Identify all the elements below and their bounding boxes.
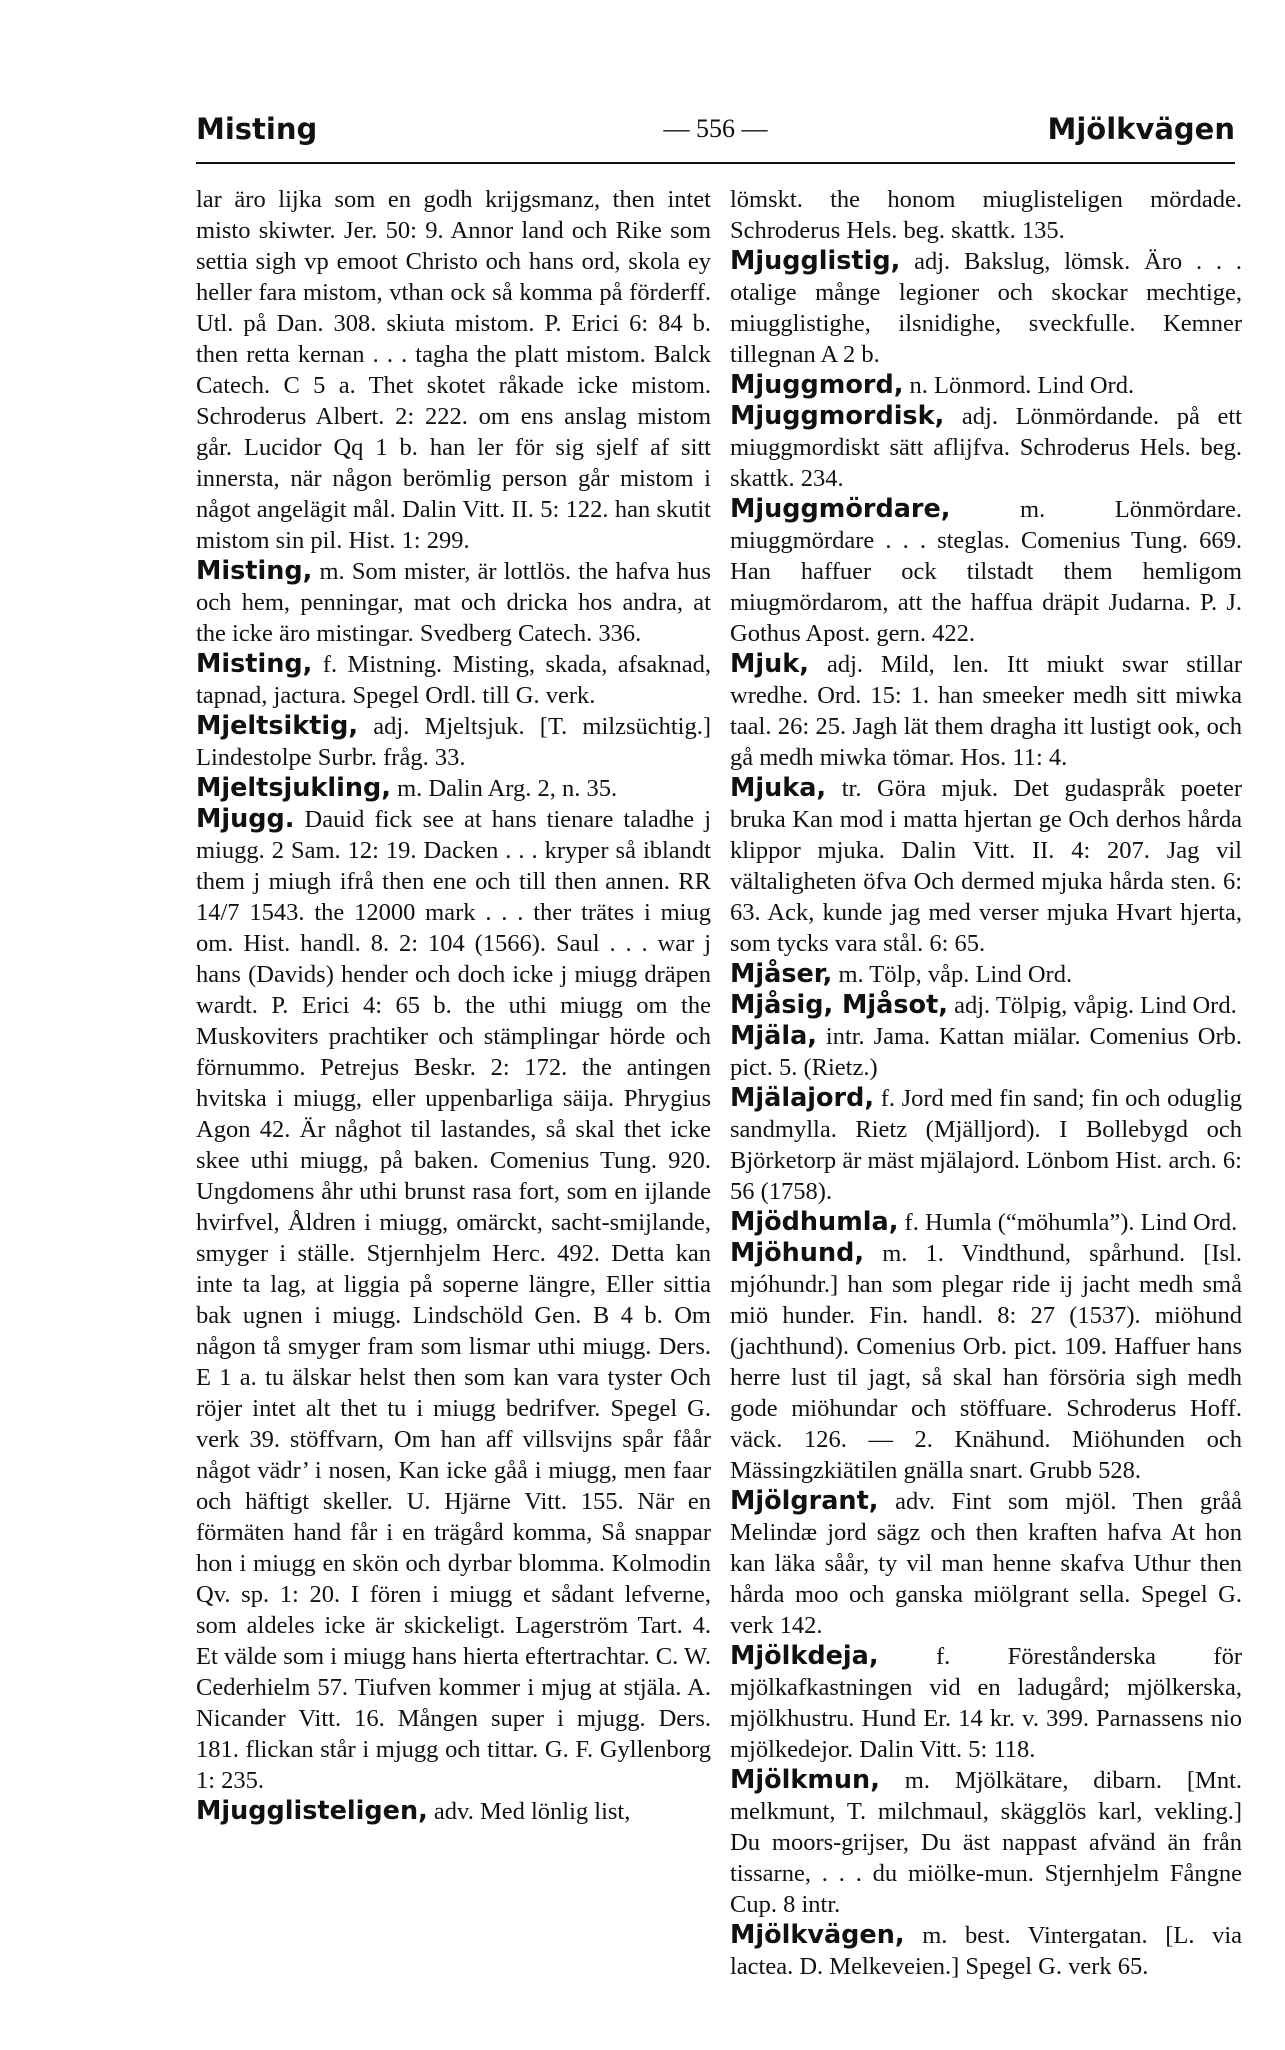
entry-headword: Mjugglistig, <box>730 246 901 276</box>
entry-headword: Mjuk, <box>730 649 809 679</box>
entry-headword: Mjuggmord, <box>730 370 904 400</box>
entry-headword: Misting, <box>196 649 313 679</box>
entry-text: m. Dalin Arg. 2, n. 35. <box>397 775 618 802</box>
dictionary-entry <box>730 246 1242 370</box>
dictionary-entry <box>730 401 1242 494</box>
entry-headword: Mjeltsjukling, <box>196 773 391 803</box>
dictionary-entry <box>730 990 1242 1021</box>
entry-text: f. Mistning. Misting, skada, afsaknad, tapnad, jactura. Spegel Ordl. till G. verk. <box>196 651 711 709</box>
dictionary-entry <box>730 494 1242 649</box>
entry-headword: Mjälajord, <box>730 1083 875 1113</box>
entry-text: f. Jord med fin sand; fin och oduglig sandmylla. Rietz (Mjälljord). I Bollebygd och Björketorp är mäst mjälajord. Lönbom Hist. arch. 6: 56 (1758). <box>730 1085 1243 1205</box>
entry-text: m. Som mister, är lottlös. the hafva hus och hem, penningar, mat och dricka hos andra, at the icke äro mistingar. Svedberg Catech. 336. <box>196 558 711 647</box>
entry-text: intr. Jama. Kattan miälar. Comenius Orb. pict. 5. (Rietz.) <box>730 1023 1242 1081</box>
entry-text: adv. Fint som mjöl. Then gråå Melindæ jord sägz och then kraften hafva At hon kan läka såår, ty vil man henne skafva Uthur then hårda moo och ganska miölgrant sella. Spegel G. verk 142. <box>730 1488 1242 1639</box>
dictionary-entry <box>730 370 1242 401</box>
dictionary-entry <box>730 1486 1242 1641</box>
dictionary-entry <box>730 1083 1242 1207</box>
entry-text: f. Förestånderska för mjölkafkastningen vid en ladugård; mjölkerska, mjölkhustru. Hund Er. 14 kr. v. 399. Parnassens nio mjölkedejor. Dalin Vitt. 5: 118. <box>730 1643 1243 1763</box>
entry-headword: Mjölkmun, <box>730 1765 880 1795</box>
entry-text: adj. Lönmördande. på ett miuggmordiskt sätt aflijfva. Schroderus Hels. beg. skattk. 234. <box>730 403 1242 492</box>
entry-text: Dauid fick see at hans tienare taladhe j miugg. 2 Sam. 12: 19. Dacken . . . kryper så iblandt them j miugh ifrå then ene och till then annen. RR 14/7 1543. the 12000 mark . . . ther trätes i miug om. Hist. handl. 8. 2: 104 (1566). Saul . . . war j hans (Davids) hender och doch icke j miugg dräpen wardt. P. Erici 4: 65 b. the uthi miugg om the Muskoviters prachtiker och stämplingar hörde och förnummo. Petrejus Beskr. 2: 172. the antingen hvitska i miugg, eller uppenbarliga säija. Phrygius Agon 42. Är någhot til lastandes, så skal thet icke skee uthi miugg, på baken. Comenius Tung. 920. Ungdomens åhr uthi brunst rasa fort, som en ijlande hvirfvel, Åldren i miugg, omärckt, sacht-smijlande, smyger i ställe. Stjernhjelm Herc. 492. Detta kan inte ta lag, at liggia på soperne längre, Eller sittia bak ugnen i miugg. Lindschöld Gen. B 4 b. Om någon tå smyger fram som lismar uthi miugg. Ders. E 1 a. tu älskar helst then som kan vara tyster Och röjer intet alt thet tu i miugg bedrifver. Spegel G. verk 39. stöffvarn, Om han aff villsvijns spår fåår något vädr’ i nosen, Kan icke gåå i miugg, men faar och häftigt skeller. U. Hjärne Vitt. 155. När en förmäten hand får i en trägård komma, Så snappar hon i miugg en skön och dyrbar blomma. Kolmodin Qv. sp. 1: 20. I fören i miugg et sådant lefverne, som aldeles icke är skickeligt. Lagerström Tart. 4. Et välde som i miugg hans hierta eftertrachtar. C. W. Cederhielm 57. Tiufven kommer i mjug at stjäla. A. Nicander Vitt. 16. Mången super i mjugg. Ders. 181. flickan står i mjugg och tittar. G. F. Gyllenborg 1: 235. <box>196 806 711 1794</box>
dictionary-entry <box>730 184 1242 246</box>
dictionary-entry <box>196 1796 711 1827</box>
entry-headword: Mjeltsiktig, <box>196 711 359 741</box>
dictionary-entry <box>196 649 711 711</box>
entry-text: tr. Göra mjuk. Det gudaspråk poeter bruka Kan mod i matta hjertan ge Och derhos hårda klippor mjuka. Dalin Vitt. II. 4: 207. Jag vil vältaligheten öfva Och dermed mjuka hårda sten. 6: 63. Ack, kunde jag med verser mjuka Hvart hjerta, som tycks vara stål. 6: 65. <box>730 775 1243 957</box>
entry-text: m. Lönmördare. miuggmördare . . . steglas. Comenius Tung. 669. Han haffuer ock tilstadt them hemligom miugmördarom, att the haffua dräpit Judarna. P. J. Gothus Apost. gern. 422. <box>730 496 1242 647</box>
entry-headword: Mjäla, <box>730 1021 817 1051</box>
left-column <box>196 184 711 1827</box>
entry-text: adj. Tölpig, våpig. Lind Ord. <box>954 992 1237 1019</box>
entry-headword: Mjugglisteligen, <box>196 1796 428 1826</box>
entry-headword: Mjuka, <box>730 773 827 803</box>
entry-text: lar äro lijka som en godh krijgsmanz, then intet misto skiwter. Jer. 50: 9. Annor land och Rike som settia sigh vp emoot Christo och hans ord, skola ey heller fara mistom, vthan ock så komma på förderff. Utl. på Dan. 308. skiuta mistom. P. Erici 6: 84 b. then retta kernan . . . tagha the platt mistom. Balck Catech. C 5 a. Thet skotet råkade icke mistom. Schroderus Albert. 2: 222. om ens anslag mistom går. Lucidor Qq 1 b. han ler för sig sjelf af sitt innersta, när någon berömlig person går mistom i något angelägit mål. Dalin Vitt. II. 5: 122. han skutit mistom sin pil. Hist. 1: 299. <box>196 186 711 554</box>
entry-headword: Mjuggmördare, <box>730 494 951 524</box>
dictionary-entry <box>196 773 711 804</box>
entry-text: adj. Mjeltsjuk. [T. milzsüchtig.] Lindestolpe Surbr. fråg. 33. <box>196 713 712 771</box>
dictionary-entry <box>730 1207 1242 1238</box>
entry-text: f. Humla (“möhumla”). Lind Ord. <box>904 1209 1238 1236</box>
entry-headword: Mjåsig, Mjåsot, <box>730 990 948 1020</box>
running-head-last-word: Mjölkvägen <box>1047 112 1235 146</box>
dictionary-entry <box>730 1641 1242 1765</box>
entry-headword: Mjödhumla, <box>730 1207 899 1237</box>
entry-headword: Mjölkvägen, <box>730 1920 905 1950</box>
entry-headword: Misting, <box>196 556 313 586</box>
dictionary-entry <box>730 1765 1242 1920</box>
dictionary-entry <box>730 959 1242 990</box>
entry-text: m. 1. Vindthund, spårhund. [Isl. mjóhundr.] han som plegar ride ij jacht medh små miö hunder. Fin. handl. 8: 27 (1537). miöhund (jachthund). Comenius Orb. pict. 109. Haffuer hans herre lust til jagt, så skal han försöria sigh medh gode miöhundar och stöffuare. Schroderus Hoff. väck. 126. — 2. Knähund. Miöhunden och Mässingzkiätilen gnälla snart. Grubb 528. <box>730 1240 1243 1484</box>
right-column <box>730 184 1242 1982</box>
dictionary-entry <box>196 184 711 556</box>
dictionary-entry <box>196 804 711 1796</box>
entry-text: m. Tölp, våp. Lind Ord. <box>838 961 1073 988</box>
running-head-first-word: Misting <box>196 112 318 146</box>
entry-headword: Mjåser, <box>730 959 833 989</box>
entry-headword: Mjöhund, <box>730 1238 865 1268</box>
running-head <box>196 112 1235 164</box>
entry-text: adj. Bakslug, lömsk. Äro . . . otalige månge legioner och skockar mechtige, miugglistighe, ilsnidighe, sveckfulle. Kemner tillegnan A 2 b. <box>730 248 1242 368</box>
dictionary-entry <box>730 1238 1242 1486</box>
entry-headword: Mjölgrant, <box>730 1486 879 1516</box>
entry-headword: Mjugg. <box>196 804 295 834</box>
entry-text: m. Mjölkätare, dibarn. [Mnt. melkmunt, T. milchmaul, skägglös karl, vekling.] Du moors-grijser, Du äst nappast afvänd än från tissarne, . . . du miölke-mun. Stjernhjelm Fångne Cup. 8 intr. <box>730 1767 1243 1918</box>
dictionary-entry <box>196 556 711 649</box>
entry-text: adv. Med lönlig list, <box>433 1798 631 1825</box>
entry-text: m. best. Vintergatan. [L. via lactea. D. Melkeveien.] Spegel G. verk 65. <box>730 1922 1243 1980</box>
entry-text: n. Lönmord. Lind Ord. <box>909 372 1135 399</box>
dictionary-entry <box>730 649 1242 773</box>
dictionary-entry <box>730 1920 1242 1982</box>
entry-text: lömskt. the honom miuglisteligen mördade. Schroderus Hels. beg. skattk. 135. <box>730 186 1242 244</box>
entry-headword: Mjuggmordisk, <box>730 401 945 431</box>
entry-headword: Mjölkdeja, <box>730 1641 879 1671</box>
dictionary-entry <box>196 711 711 773</box>
page-number: — 556 — <box>663 114 768 143</box>
entry-text: adj. Mild, len. Itt miukt swar stillar wredhe. Ord. 15: 1. han smeeker medh sitt miwka taal. 26: 25. Jagh lät them dragha itt lustigt ook, och gå medh miwka tömar. Hos. 11: 4. <box>730 651 1242 771</box>
dictionary-entry <box>730 1021 1242 1083</box>
dictionary-entry <box>730 773 1242 959</box>
